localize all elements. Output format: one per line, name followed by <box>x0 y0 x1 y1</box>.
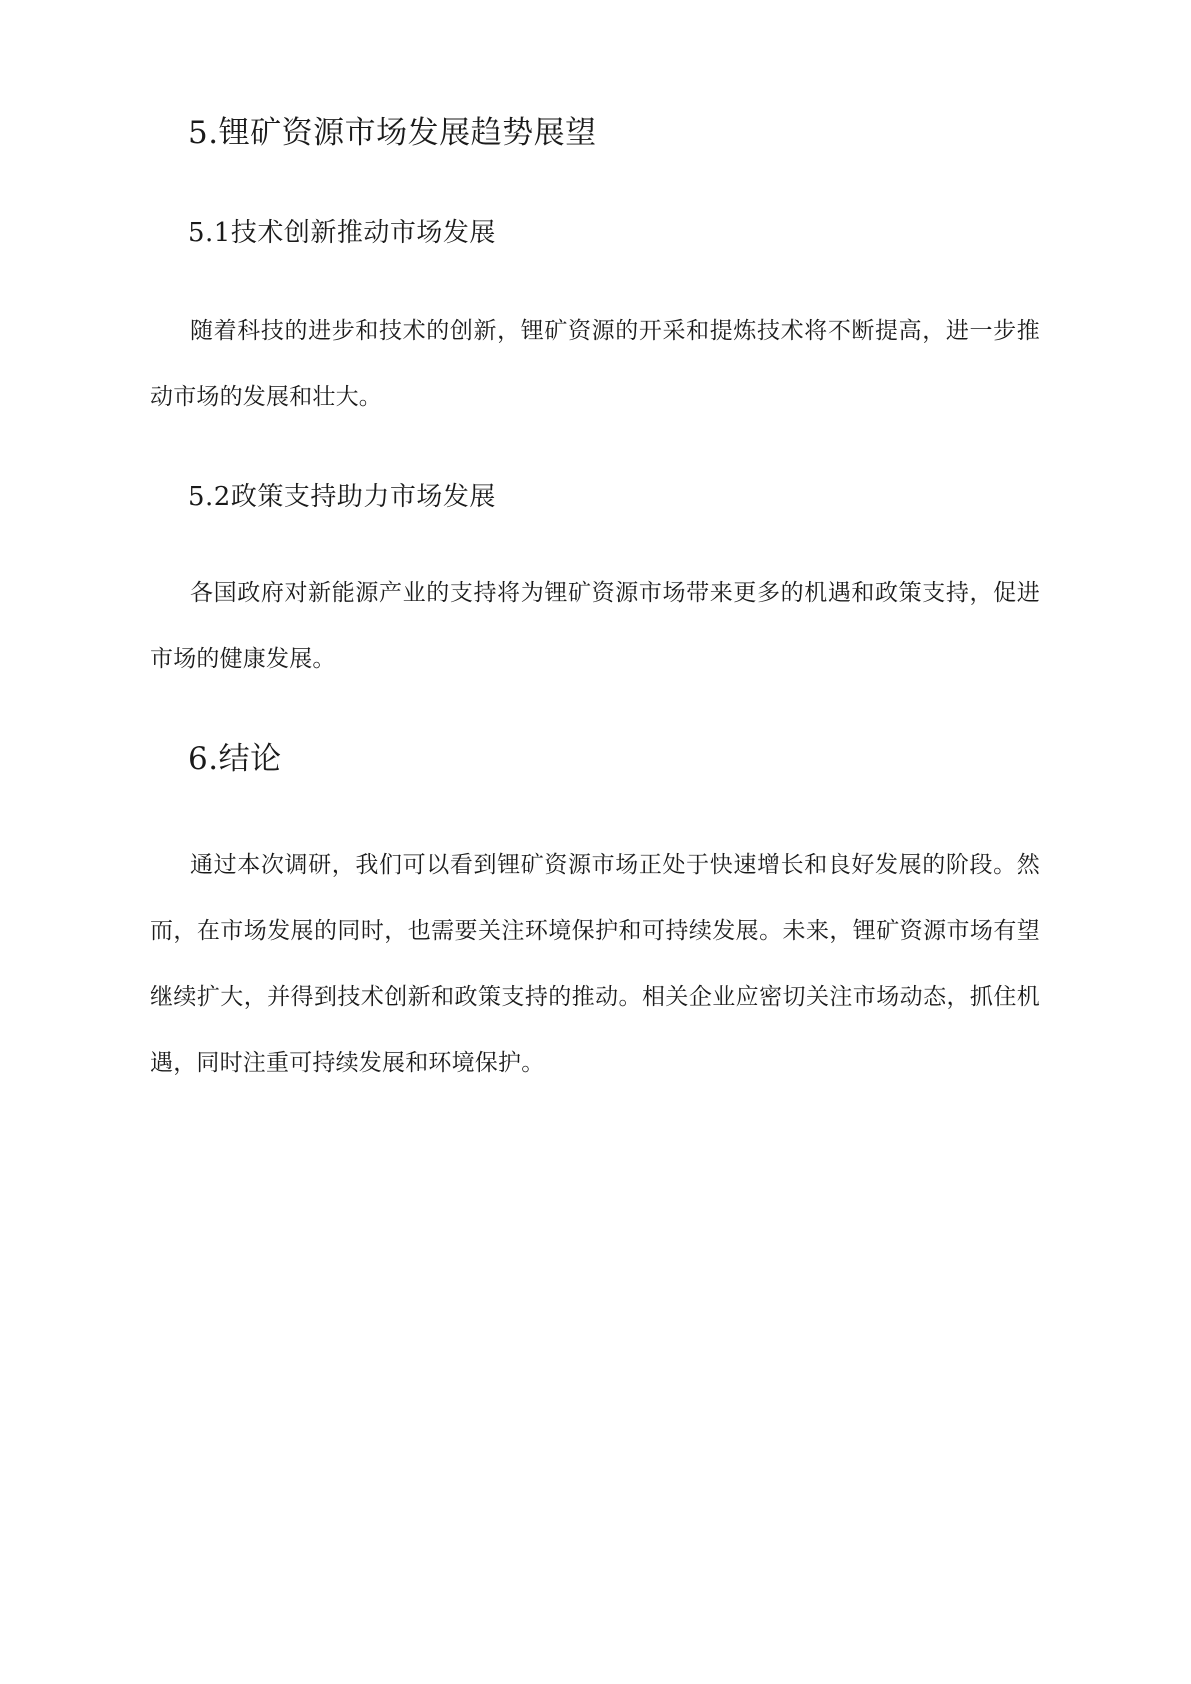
subsection-heading-5-1: 5.1技术创新推动市场发展 <box>188 218 496 248</box>
spacer <box>150 160 1040 210</box>
paragraph-5-2: 各国政府对新能源产业的支持将为锂矿资源市场带来更多的机遇和政策支持，促进市场的健康发展。 <box>150 580 1040 672</box>
subsection-heading-5-2: 5.2政策支持助力市场发展 <box>188 482 496 512</box>
spacer <box>150 256 1040 298</box>
spacer <box>150 786 1040 832</box>
paragraph-conclusion: 通过本次调研，我们可以看到锂矿资源市场正处于快速增长和良好发展的阶段。然而，在市场发展的同时，也需要关注环境保护和可持续发展。未来，锂矿资源市场有望继续扩大，并得到技术创新和政策支持的推动。相关企业应密切关注市场动态，抓住机遇，同时注重可持续发展和环境保护。 <box>150 852 1040 1076</box>
spacer <box>150 692 1040 732</box>
spacer <box>150 520 1040 560</box>
section-heading-5: 5.锂矿资源市场发展趋势展望 <box>188 115 597 151</box>
paragraph-5-1: 随着科技的进步和技术的创新，锂矿资源的开采和提炼技术将不断提高，进一步推动市场的发展和壮大。 <box>150 318 1040 410</box>
document-body <box>150 106 1040 1096</box>
spacer <box>150 430 1040 474</box>
section-heading-6: 6.结论 <box>188 741 282 777</box>
